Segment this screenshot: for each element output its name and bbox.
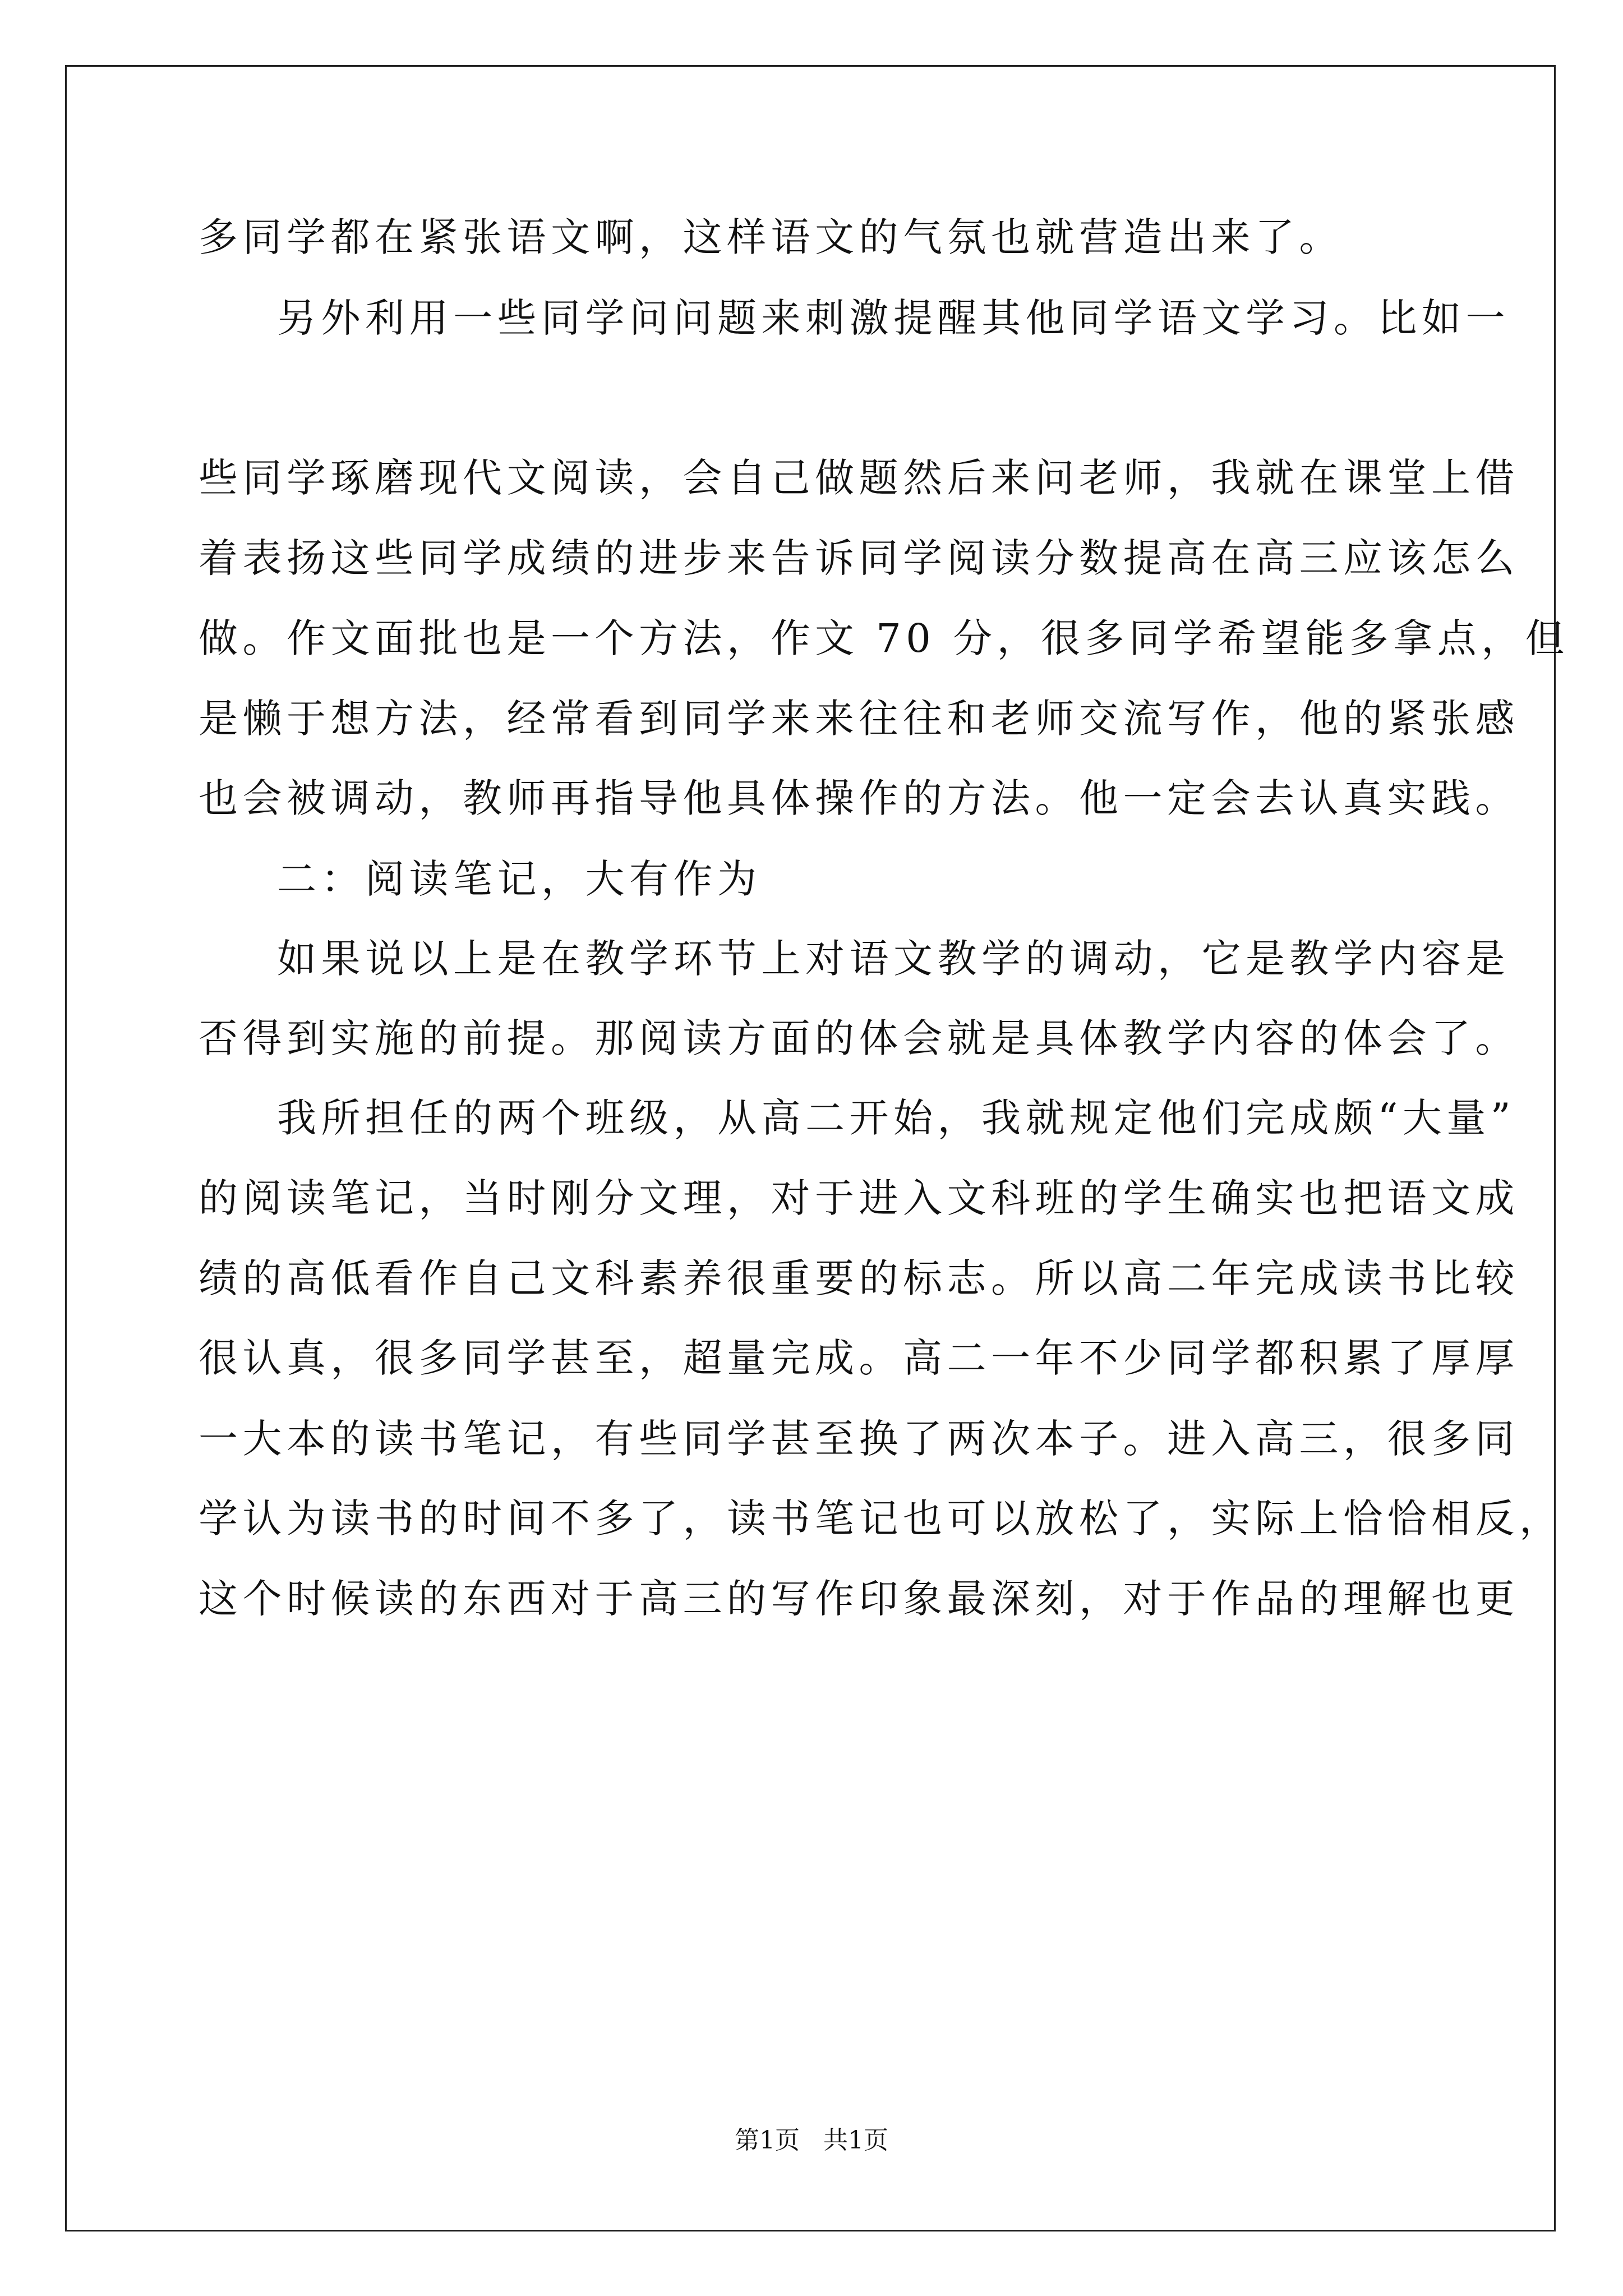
text-line: 着表扬这些同学成绩的进步来告诉同学阅读分数提高在高三应该怎么 (199, 535, 1519, 581)
paragraph-first-line: 我所担任的两个班级，从高二开始，我就规定他们完成颇“大量” (277, 1095, 1516, 1141)
text-line: 一大本的读书笔记，有些同学甚至换了两次本子。进入高三，很多同 (199, 1416, 1519, 1462)
text-line: 些同学琢磨现代文阅读，会自己做题然后来问老师，我就在课堂上借 (199, 455, 1519, 501)
text-line: 做。作文面批也是一个方法，作文 70 分，很多同学希望能多拿点，但 (199, 615, 1570, 661)
text-line: 是懒于想方法，经常看到同学来来往往和老师交流写作，他的紧张感 (199, 696, 1519, 742)
text-line: 多同学都在紧张语文啊，这样语文的气氛也就营造出来了。 (199, 214, 1343, 260)
paragraph-first-line: 如果说以上是在教学环节上对语文教学的调动，它是教学内容是 (277, 936, 1510, 982)
paragraph-first-line: 另外利用一些同学问问题来刺激提醒其他同学语文学习。比如一 (277, 295, 1510, 341)
text-line: 这个时候读的东西对于高三的写作印象最深刻，对于作品的理解也更 (199, 1576, 1519, 1622)
text-line: 绩的高低看作自己文科素养很重要的标志。所以高二年完成读书比较 (199, 1255, 1519, 1301)
text-line: 很认真，很多同学甚至，超量完成。高二一年不少同学都积累了厚厚 (199, 1335, 1519, 1381)
text-line: 也会被调动，教师再指导他具体操作的方法。他一定会去认真实践。 (199, 775, 1519, 821)
page-border (65, 65, 1556, 2231)
text-line: 否得到实施的前提。那阅读方面的体会就是具体教学内容的体会了。 (199, 1015, 1519, 1061)
section-heading: 二：阅读笔记，大有作为 (277, 856, 762, 902)
page-footer: 第1页 共1页 (735, 2126, 888, 2155)
text-line: 的阅读笔记，当时刚分文理，对于进入文科班的学生确实也把语文成 (199, 1175, 1519, 1221)
text-line: 学认为读书的时间不多了，读书笔记也可以放松了，实际上恰恰相反， (199, 1496, 1564, 1542)
